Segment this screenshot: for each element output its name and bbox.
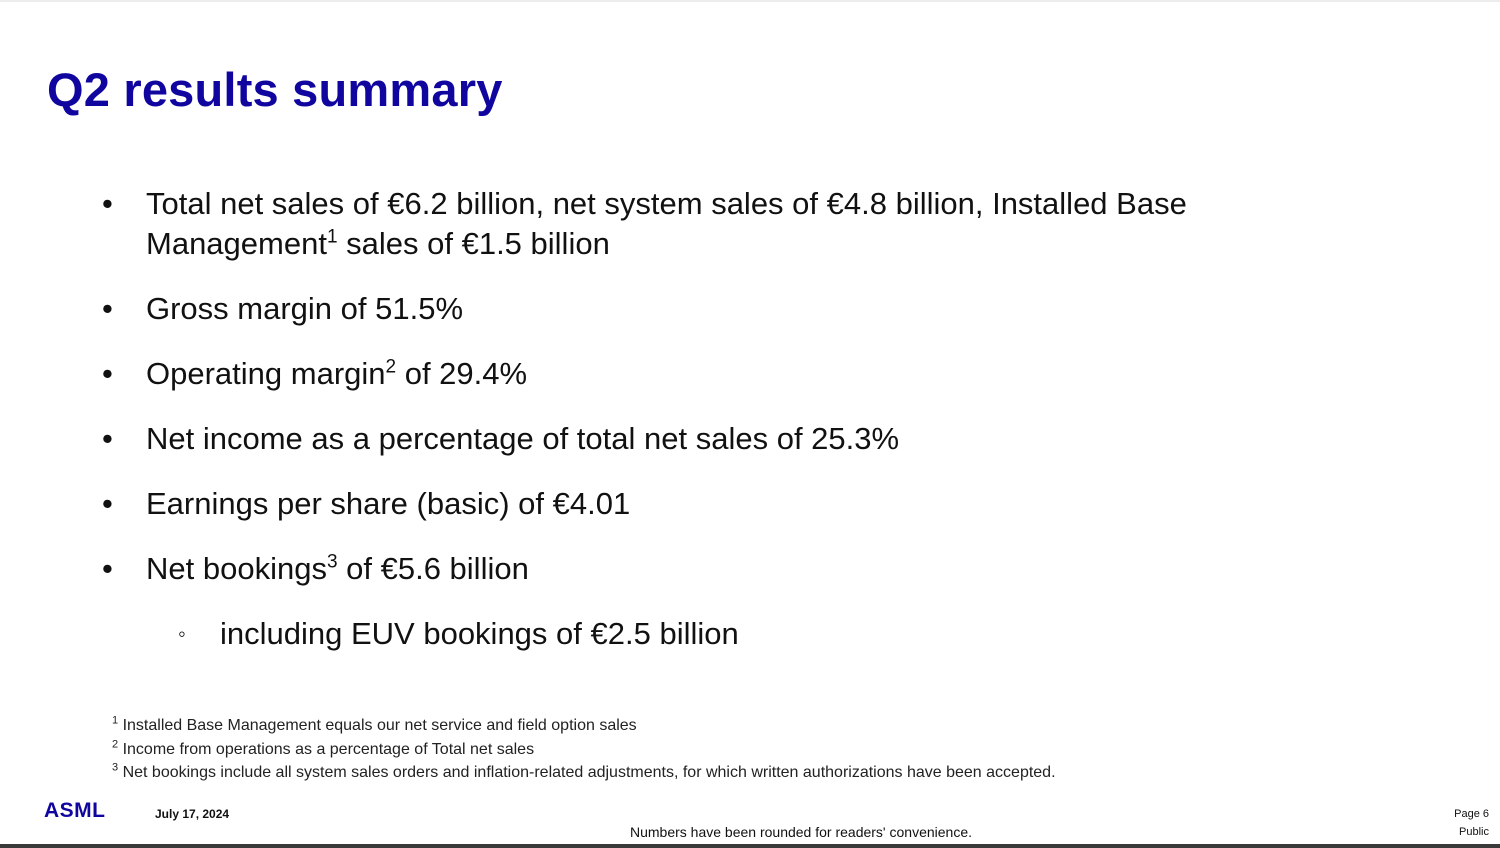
bullet-text: Gross margin of 51.5% <box>146 291 464 326</box>
footnote-ref: 1 <box>326 226 338 248</box>
footnote-ref: 2 <box>385 356 397 378</box>
bullet-marker: • <box>102 291 113 326</box>
footnote-text: Income from operations as a percentage of Total net sales <box>118 740 535 758</box>
bullet-item-net-income <box>0 419 1296 459</box>
bullet-text: Net income as a percentage of total net sales of 25.3% <box>146 421 900 456</box>
bullet-item-net-bookings <box>0 549 1296 589</box>
footer-note: Numbers have been rounded for readers' convenience. <box>630 824 972 840</box>
sub-bullet-marker: ◦ <box>178 621 186 646</box>
footnote-2 <box>112 738 1056 762</box>
footnote-mark: 1 <box>112 714 119 727</box>
bullet-item-net-sales <box>0 184 1296 264</box>
bullet-marker: • <box>102 551 113 586</box>
bullet-marker: • <box>102 486 113 521</box>
bullet-item-gross-margin <box>0 289 1296 329</box>
bottom-divider <box>0 844 1500 848</box>
bullet-list <box>0 184 1500 679</box>
footnote-ref: 3 <box>326 551 338 573</box>
sub-bullet-text: including EUV bookings of €2.5 billion <box>220 616 739 651</box>
bullet-marker: • <box>102 186 113 221</box>
bullet-marker: • <box>102 421 113 456</box>
bullet-text: Operating margin <box>146 356 386 391</box>
asml-logo: ASML <box>44 799 106 822</box>
footer-date: July 17, 2024 <box>155 807 230 821</box>
footnote-1 <box>112 714 1056 738</box>
slide-title: Q2 results summary <box>47 63 503 116</box>
page-number: Page 6 <box>1454 808 1489 820</box>
bullet-text: Net bookings <box>146 551 327 586</box>
sub-bullet-item-euv-bookings <box>0 614 1370 654</box>
footnotes <box>112 714 1056 785</box>
top-divider <box>0 0 1500 2</box>
bullet-marker: • <box>102 356 113 391</box>
footnote-text: Net bookings include all system sales orders and inflation-related adjustments, for which written authorizations have been accepted. <box>118 764 1056 781</box>
bullet-text: Total net sales of €6.2 billion, net system sales of €4.8 billion, Installed Base Management <box>146 186 1187 261</box>
bullet-text: Earnings per share (basic) of €4.01 <box>146 486 631 521</box>
bullet-text-continued: of €5.6 billion <box>337 551 529 586</box>
footnote-3 <box>112 761 1056 785</box>
footnote-mark: 3 <box>112 761 119 774</box>
footnote-text: Installed Base Management equals our net service and field option sales <box>118 717 637 734</box>
bullet-text-continued: of 29.4% <box>396 356 528 391</box>
footnote-mark: 2 <box>112 738 119 751</box>
classification-label: Public <box>1459 826 1489 838</box>
bullet-item-eps <box>0 484 1296 524</box>
bullet-item-operating-margin <box>0 354 1296 394</box>
bullet-text-continued: sales of €1.5 billion <box>337 226 610 261</box>
